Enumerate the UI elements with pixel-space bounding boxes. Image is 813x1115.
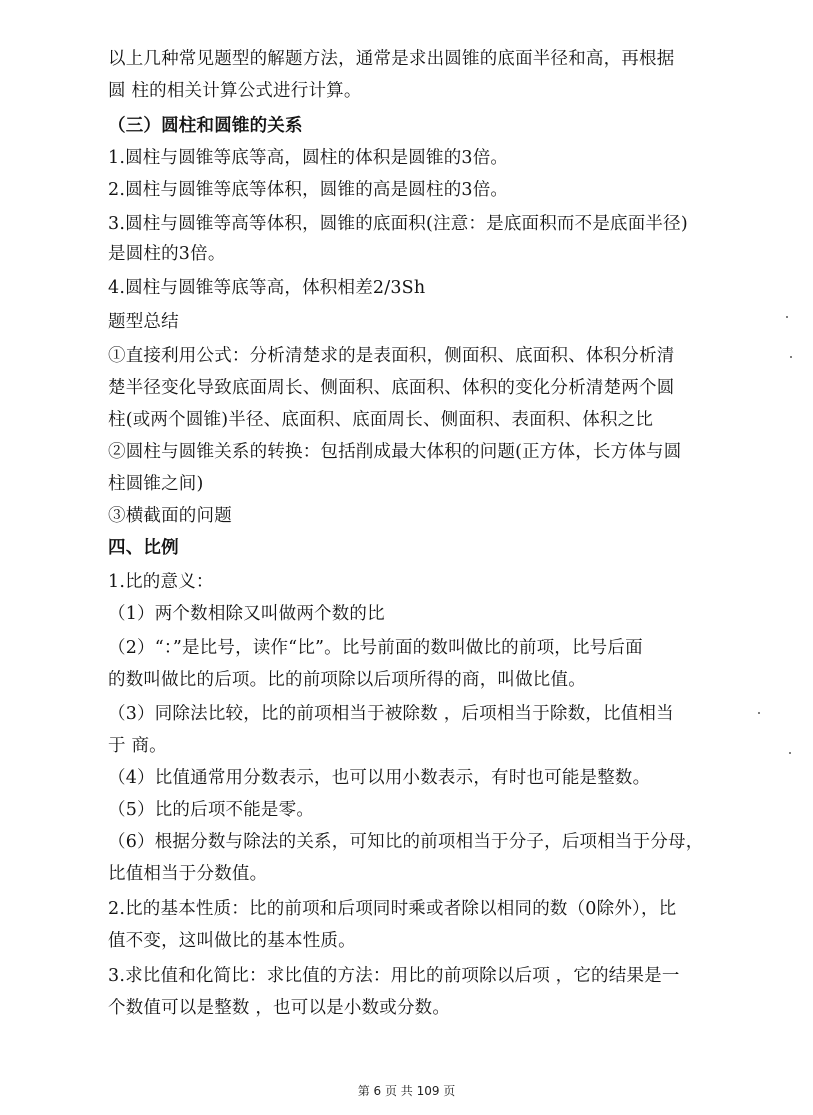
- section-heading-ratio: 四、比例: [108, 538, 179, 558]
- scan-speck: [758, 712, 760, 714]
- text-line-30: 个数值可以是整数 ，也可以是小数或分数。: [108, 998, 451, 1018]
- text-line-29: 3.求比值和化简比：求比值的方法：用比的前项除以后项 ，它的结果是一: [108, 966, 680, 986]
- scan-speck: [786, 316, 788, 318]
- page-footer: 第 6 页 共 109 页: [357, 1084, 456, 1098]
- text-line-17: 1.比的意义：: [108, 572, 214, 592]
- text-line-15: ③横截面的问题: [108, 506, 232, 526]
- text-line-13: ②圆柱与圆锥关系的转换：包括削成最大体积的问题(正方体，长方体与圆: [108, 442, 682, 462]
- scan-speck: [789, 752, 791, 754]
- text-line-10: ①直接利用公式：分析清楚求的是表面积，侧面积、底面积、体积分析清: [108, 346, 675, 366]
- text-line-2: 圆 柱的相关计算公式进行计算。: [108, 81, 362, 101]
- text-line-6: 3.圆柱与圆锥等高等体积，圆锥的底面积(注意：是底面积而不是底面半径): [108, 214, 688, 234]
- text-line-7: 是圆柱的3倍。: [108, 244, 226, 264]
- scan-speck: [790, 356, 792, 358]
- text-line-11: 楚半径变化导致底面周长、侧面积、底面积、体积的变化分析清楚两个圆: [108, 378, 675, 398]
- text-line-19: （2）“：”是比号，读作“比”。比号前面的数叫做比的前项，比号后面: [108, 638, 643, 658]
- text-line-9: 题型总结: [108, 312, 179, 332]
- text-line-23: （4）比值通常用分数表示，也可以用小数表示，有时也可能是整数。: [108, 768, 651, 788]
- text-line-26: 比值相当于分数值。: [108, 864, 268, 884]
- section-heading-cylinder-cone: （三）圆柱和圆锥的关系: [108, 116, 303, 136]
- text-line-14: 柱圆锥之间): [108, 474, 204, 494]
- text-line-22: 于 商。: [108, 736, 167, 756]
- text-line-25: （6）根据分数与除法的关系，可知比的前项相当于分子，后项相当于分母，: [108, 832, 704, 852]
- text-line-20: 的数叫做比的后项。比的前项除以后项所得的商，叫做比值。: [108, 670, 586, 690]
- text-line-5: 2.圆柱与圆锥等底等体积，圆锥的高是圆柱的3倍。: [108, 180, 509, 200]
- text-line-18: （1）两个数相除又叫做两个数的比: [108, 604, 385, 624]
- text-line-27: 2.比的基本性质：比的前项和后项同时乘或者除以相同的数（0除外），比: [108, 899, 677, 919]
- text-line-1: 以上几种常见题型的解题方法，通常是求出圆锥的底面半径和高，再根据: [108, 49, 675, 69]
- text-line-28: 值不变，这叫做比的基本性质。: [108, 931, 356, 951]
- text-line-24: （5）比的后项不能是零。: [108, 800, 315, 820]
- text-line-8: 4.圆柱与圆锥等底等高，体积相差2/3Sh: [108, 278, 426, 298]
- text-line-21: （3）同除法比较，比的前项相当于被除数 ，后项相当于除数，比值相当: [108, 704, 674, 724]
- text-line-12: 柱(或两个圆锥)半径、底面积、底面周长、侧面积、表面积、体积之比: [108, 410, 654, 430]
- text-line-4: 1.圆柱与圆锥等底等高，圆柱的体积是圆锥的3倍。: [108, 148, 509, 168]
